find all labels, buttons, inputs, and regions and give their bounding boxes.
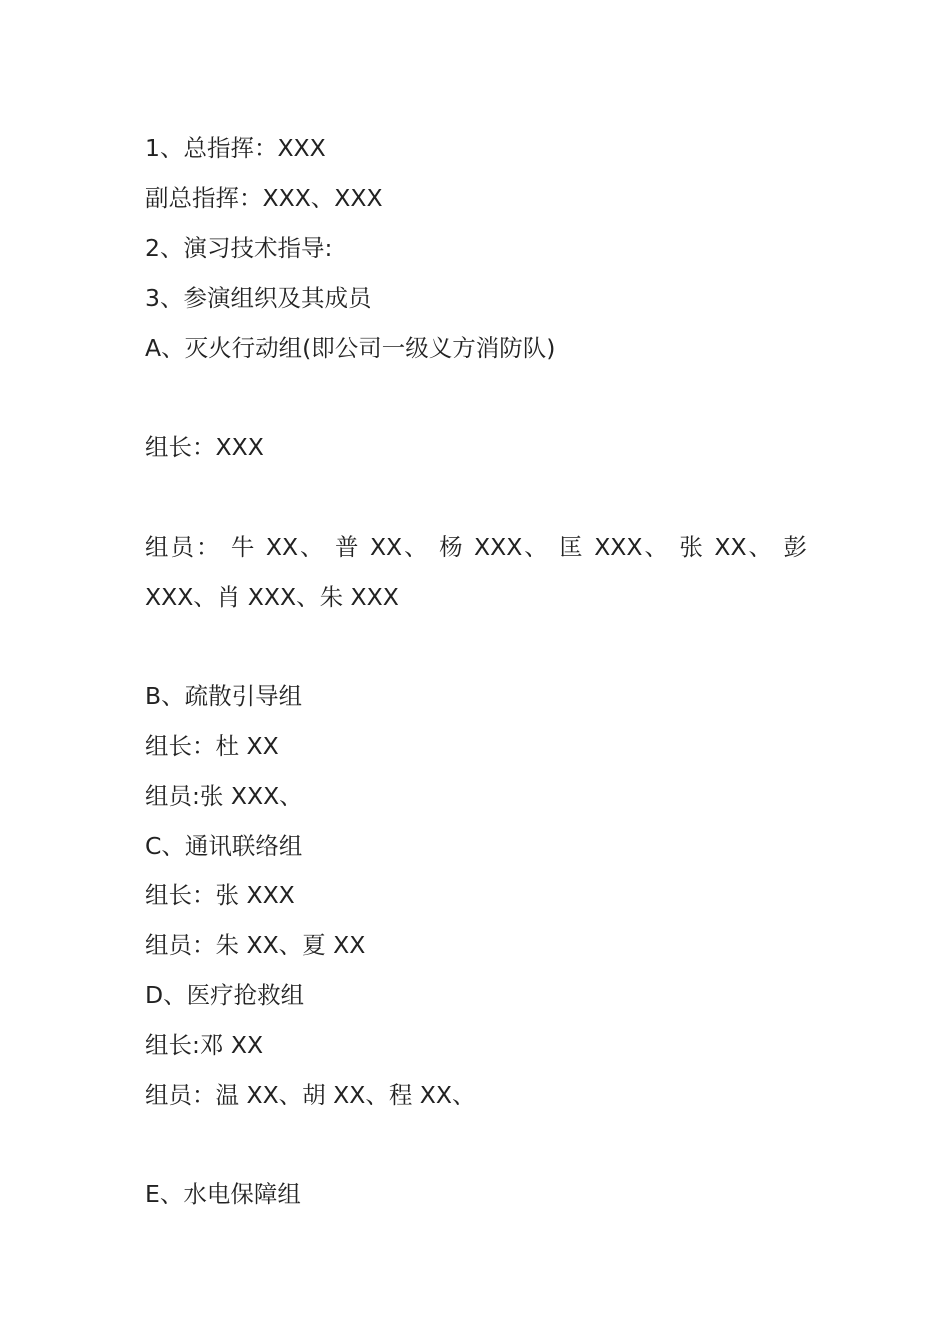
fire-group-members-line-2: XXX、肖 XXX、朱 XXX: [145, 583, 399, 611]
medical-group-heading: D、医疗抢救组: [145, 981, 305, 1009]
evacuation-group-heading: B、疏散引导组: [145, 682, 303, 710]
fire-action-group-heading: A、灭火行动组(即公司一级义方消防队): [145, 334, 556, 362]
communication-group-heading: C、通讯联络组: [145, 832, 303, 860]
communication-group-leader-line: 组长：张 XXX: [145, 881, 295, 909]
evacuation-group-leader-line: 组长：杜 XX: [145, 732, 279, 760]
technical-guidance-line: 2、演习技术指导:: [145, 234, 333, 262]
fire-group-members-line-1: 组员： 牛 XX、 普 XX、 杨 XXX、 匡 XXX、 张 XX、 彭: [145, 533, 807, 561]
deputy-commander-line: 副总指挥：XXX、XXX: [145, 184, 383, 212]
utilities-group-heading: E、水电保障组: [145, 1180, 301, 1208]
evacuation-group-members-line: 组员:张 XXX、: [145, 782, 303, 810]
commander-line: 1、总指挥：XXX: [145, 134, 326, 162]
participants-heading: 3、参演组织及其成员: [145, 284, 372, 312]
medical-group-members-line: 组员：温 XX、胡 XX、程 XX、: [145, 1081, 476, 1109]
fire-group-leader-line: 组长：XXX: [145, 433, 264, 461]
medical-group-leader-line: 组长:邓 XX: [145, 1031, 264, 1059]
communication-group-members-line: 组员：朱 XX、夏 XX: [145, 931, 366, 959]
